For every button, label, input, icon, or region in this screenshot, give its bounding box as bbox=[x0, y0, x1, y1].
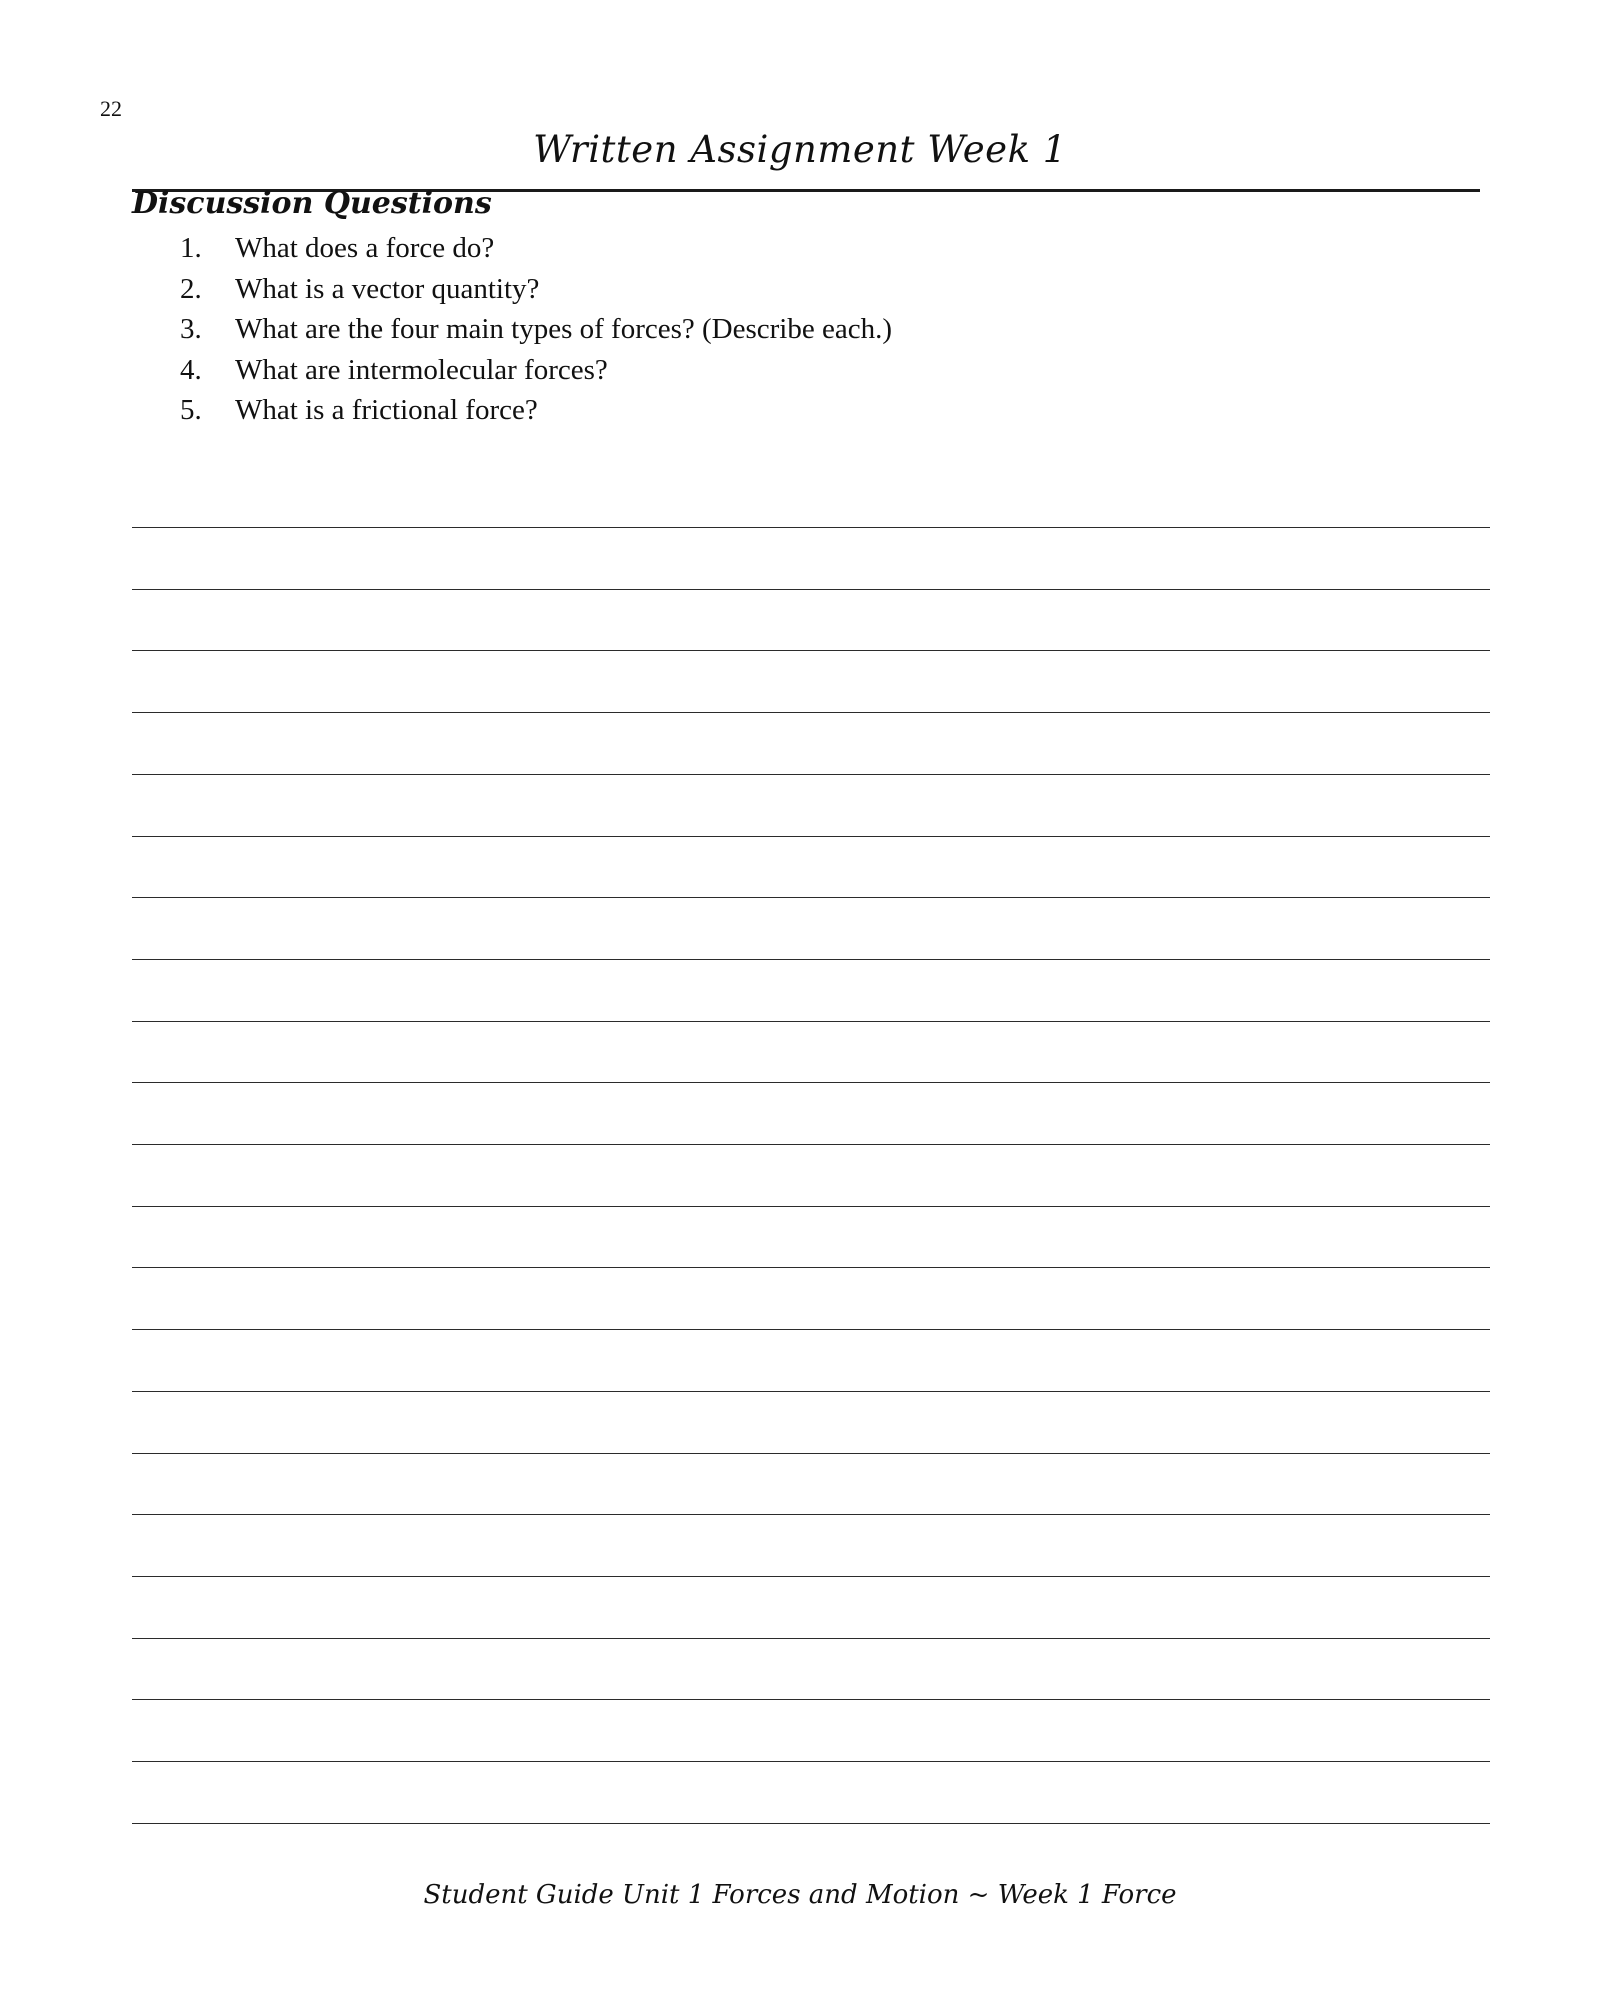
section-heading: Discussion Questions bbox=[132, 186, 492, 221]
question-text: What is a frictional force? bbox=[235, 394, 538, 426]
question-item bbox=[180, 309, 892, 350]
answer-line bbox=[132, 1638, 1490, 1639]
question-list bbox=[180, 228, 892, 431]
question-item bbox=[180, 350, 892, 391]
answer-line bbox=[132, 1082, 1490, 1083]
footer: Student Guide Unit 1 Forces and Motion ~ Week 1 Force bbox=[423, 1880, 1177, 1910]
answer-line bbox=[132, 527, 1490, 528]
answer-line bbox=[132, 589, 1490, 590]
answer-line bbox=[132, 1699, 1490, 1700]
answer-line bbox=[132, 774, 1490, 775]
question-item bbox=[180, 269, 892, 310]
question-number: 5. bbox=[180, 394, 202, 426]
question-item bbox=[180, 228, 892, 269]
answer-line bbox=[132, 1021, 1490, 1022]
question-item bbox=[180, 390, 892, 431]
answer-line bbox=[132, 1206, 1490, 1207]
answer-line bbox=[132, 712, 1490, 713]
question-number: 1. bbox=[180, 232, 202, 264]
question-number: 4. bbox=[180, 353, 202, 386]
answer-line bbox=[132, 1329, 1490, 1330]
page-title: Written Assignment Week 1 bbox=[533, 128, 1067, 171]
page-number: 22 bbox=[100, 96, 122, 121]
answer-line bbox=[132, 1144, 1490, 1145]
answer-line bbox=[132, 959, 1490, 960]
question-number: 3. bbox=[180, 313, 202, 345]
answer-line bbox=[132, 836, 1490, 837]
answer-line bbox=[132, 1391, 1490, 1392]
answer-line bbox=[132, 1514, 1490, 1515]
question-text: What is a vector quantity? bbox=[235, 272, 540, 305]
answer-line bbox=[132, 1576, 1490, 1577]
answer-line bbox=[132, 1267, 1490, 1268]
answer-line bbox=[132, 1823, 1490, 1824]
answer-line bbox=[132, 650, 1490, 651]
question-text: What are the four main types of forces? (Describe each.) bbox=[235, 313, 893, 345]
answer-line bbox=[132, 1761, 1490, 1762]
question-text: What does a force do? bbox=[235, 232, 495, 264]
question-number: 2. bbox=[180, 272, 202, 305]
answer-line bbox=[132, 897, 1490, 898]
question-text: What are intermolecular forces? bbox=[235, 353, 608, 386]
answer-line bbox=[132, 1453, 1490, 1454]
